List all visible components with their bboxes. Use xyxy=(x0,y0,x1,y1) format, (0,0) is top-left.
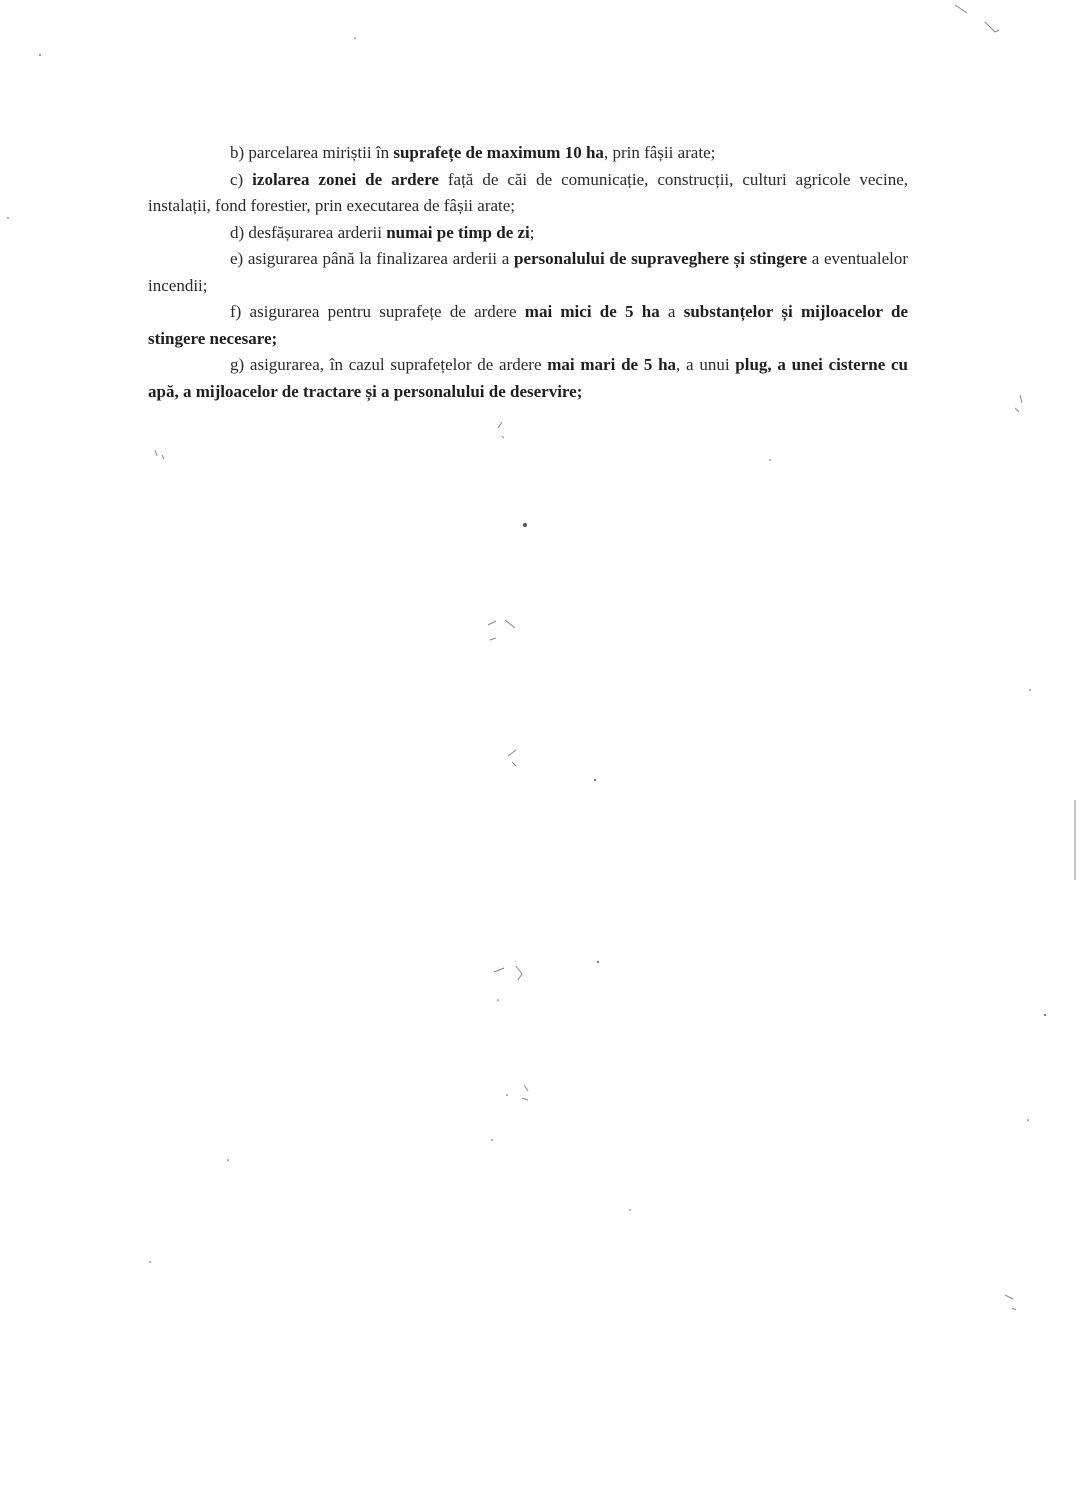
bold-text: izolarea zonei de ardere xyxy=(252,169,439,189)
text-run: față de căi de comunicație, construcții, culturi agricole vecine, instalații, fond forestier, prin executarea de fâșii arate; xyxy=(148,169,908,215)
text-run: d) desfășurarea arderii xyxy=(230,222,387,242)
text-run: g) asigurarea, în cazul suprafețelor de ardere xyxy=(230,355,548,374)
text-run: a eventualelor incendii; xyxy=(148,249,909,295)
bold-text: suprafețe de maximum 10 ha xyxy=(393,143,604,162)
text-run: b) parcelarea miriștii în xyxy=(230,143,394,162)
bold-text: numai pe timp de zi xyxy=(386,222,530,242)
text-run: f) asigurarea pentru suprafețe de ardere xyxy=(230,302,525,321)
text-run: a xyxy=(659,302,684,321)
document-body xyxy=(148,140,908,405)
text-run: c) xyxy=(230,169,253,189)
text-run: ; xyxy=(529,222,535,242)
bold-text: substanțelor și mijloacelor de stingere necesare; xyxy=(148,302,908,348)
text-run: , prin fâșii arate; xyxy=(603,143,716,162)
bold-text: mai mici de 5 ha xyxy=(524,302,660,321)
paragraph-g xyxy=(148,352,908,405)
text-run: e) asigurarea până la finalizarea arderii a xyxy=(230,249,514,268)
paragraph-d xyxy=(148,220,908,247)
paragraph-b xyxy=(148,140,908,167)
bold-text: plug, a unei cisterne cu apă, a mijloacelor de tractare și a personalului de deservire; xyxy=(148,355,908,401)
bold-text: personalului de supraveghere și stingere xyxy=(513,249,808,268)
paragraph-c xyxy=(148,167,908,220)
text-run: , a unui xyxy=(676,355,736,374)
bold-text: mai mari de 5 ha xyxy=(547,355,677,374)
paragraph-f xyxy=(148,299,908,352)
paragraph-e xyxy=(148,246,908,299)
